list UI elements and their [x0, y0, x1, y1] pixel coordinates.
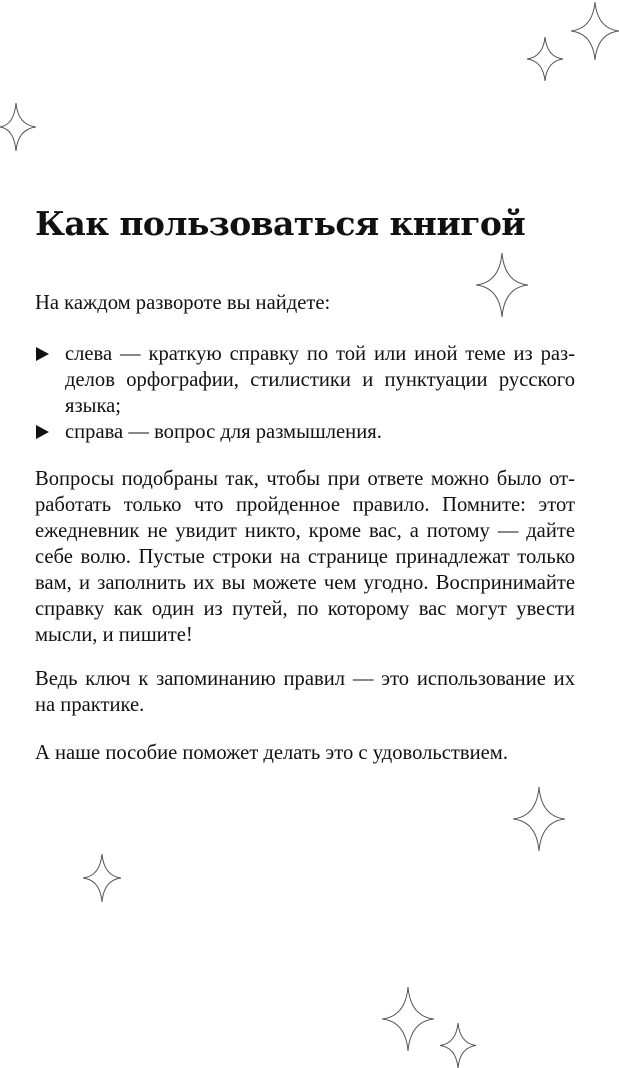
paragraph-key: Ведь ключ к запоминанию правил — это использование их на практике. — [35, 668, 575, 716]
sparkle-star-icon — [0, 103, 36, 151]
bullet-item-right — [35, 419, 575, 445]
sparkle-star-icon — [571, 2, 619, 60]
sparkle-star-icon — [440, 1023, 476, 1068]
paragraph-questions: Вопросы подобраны так, чтобы при ответе можно было отработать только что пройденное правило. Помните: этот ежедневник не увидит никто, кроме вас, а потому — дайте себе волю. Пустые строки на странице принадлежат только вам, и заполнить их вы можете чем угодно. Воспринимайте справку как один из путей, по которому вас могут увести мысли, и пишите! — [35, 468, 575, 646]
page-title: Как пользоваться книгой — [35, 204, 526, 243]
bullet-item-left — [35, 341, 575, 419]
bullet-list — [35, 341, 575, 445]
arrow-right-icon — [36, 347, 49, 361]
bullet-text: слева — краткую справку по той или иной теме из разделов орфографии, стилистики и пунктуации русского языка; — [65, 343, 575, 417]
sparkle-star-icon — [83, 854, 121, 902]
sparkle-star-icon — [382, 987, 434, 1051]
sparkle-star-icon — [527, 37, 563, 81]
sparkle-star-icon — [513, 787, 565, 851]
intro-text: На каждом развороте вы найдете: — [35, 292, 331, 314]
arrow-right-icon — [36, 425, 49, 439]
bullet-text: справа — вопрос для размышления. — [65, 421, 382, 443]
paragraph-closing: А наше пособие поможет делать это с удовольствием. — [35, 742, 508, 764]
